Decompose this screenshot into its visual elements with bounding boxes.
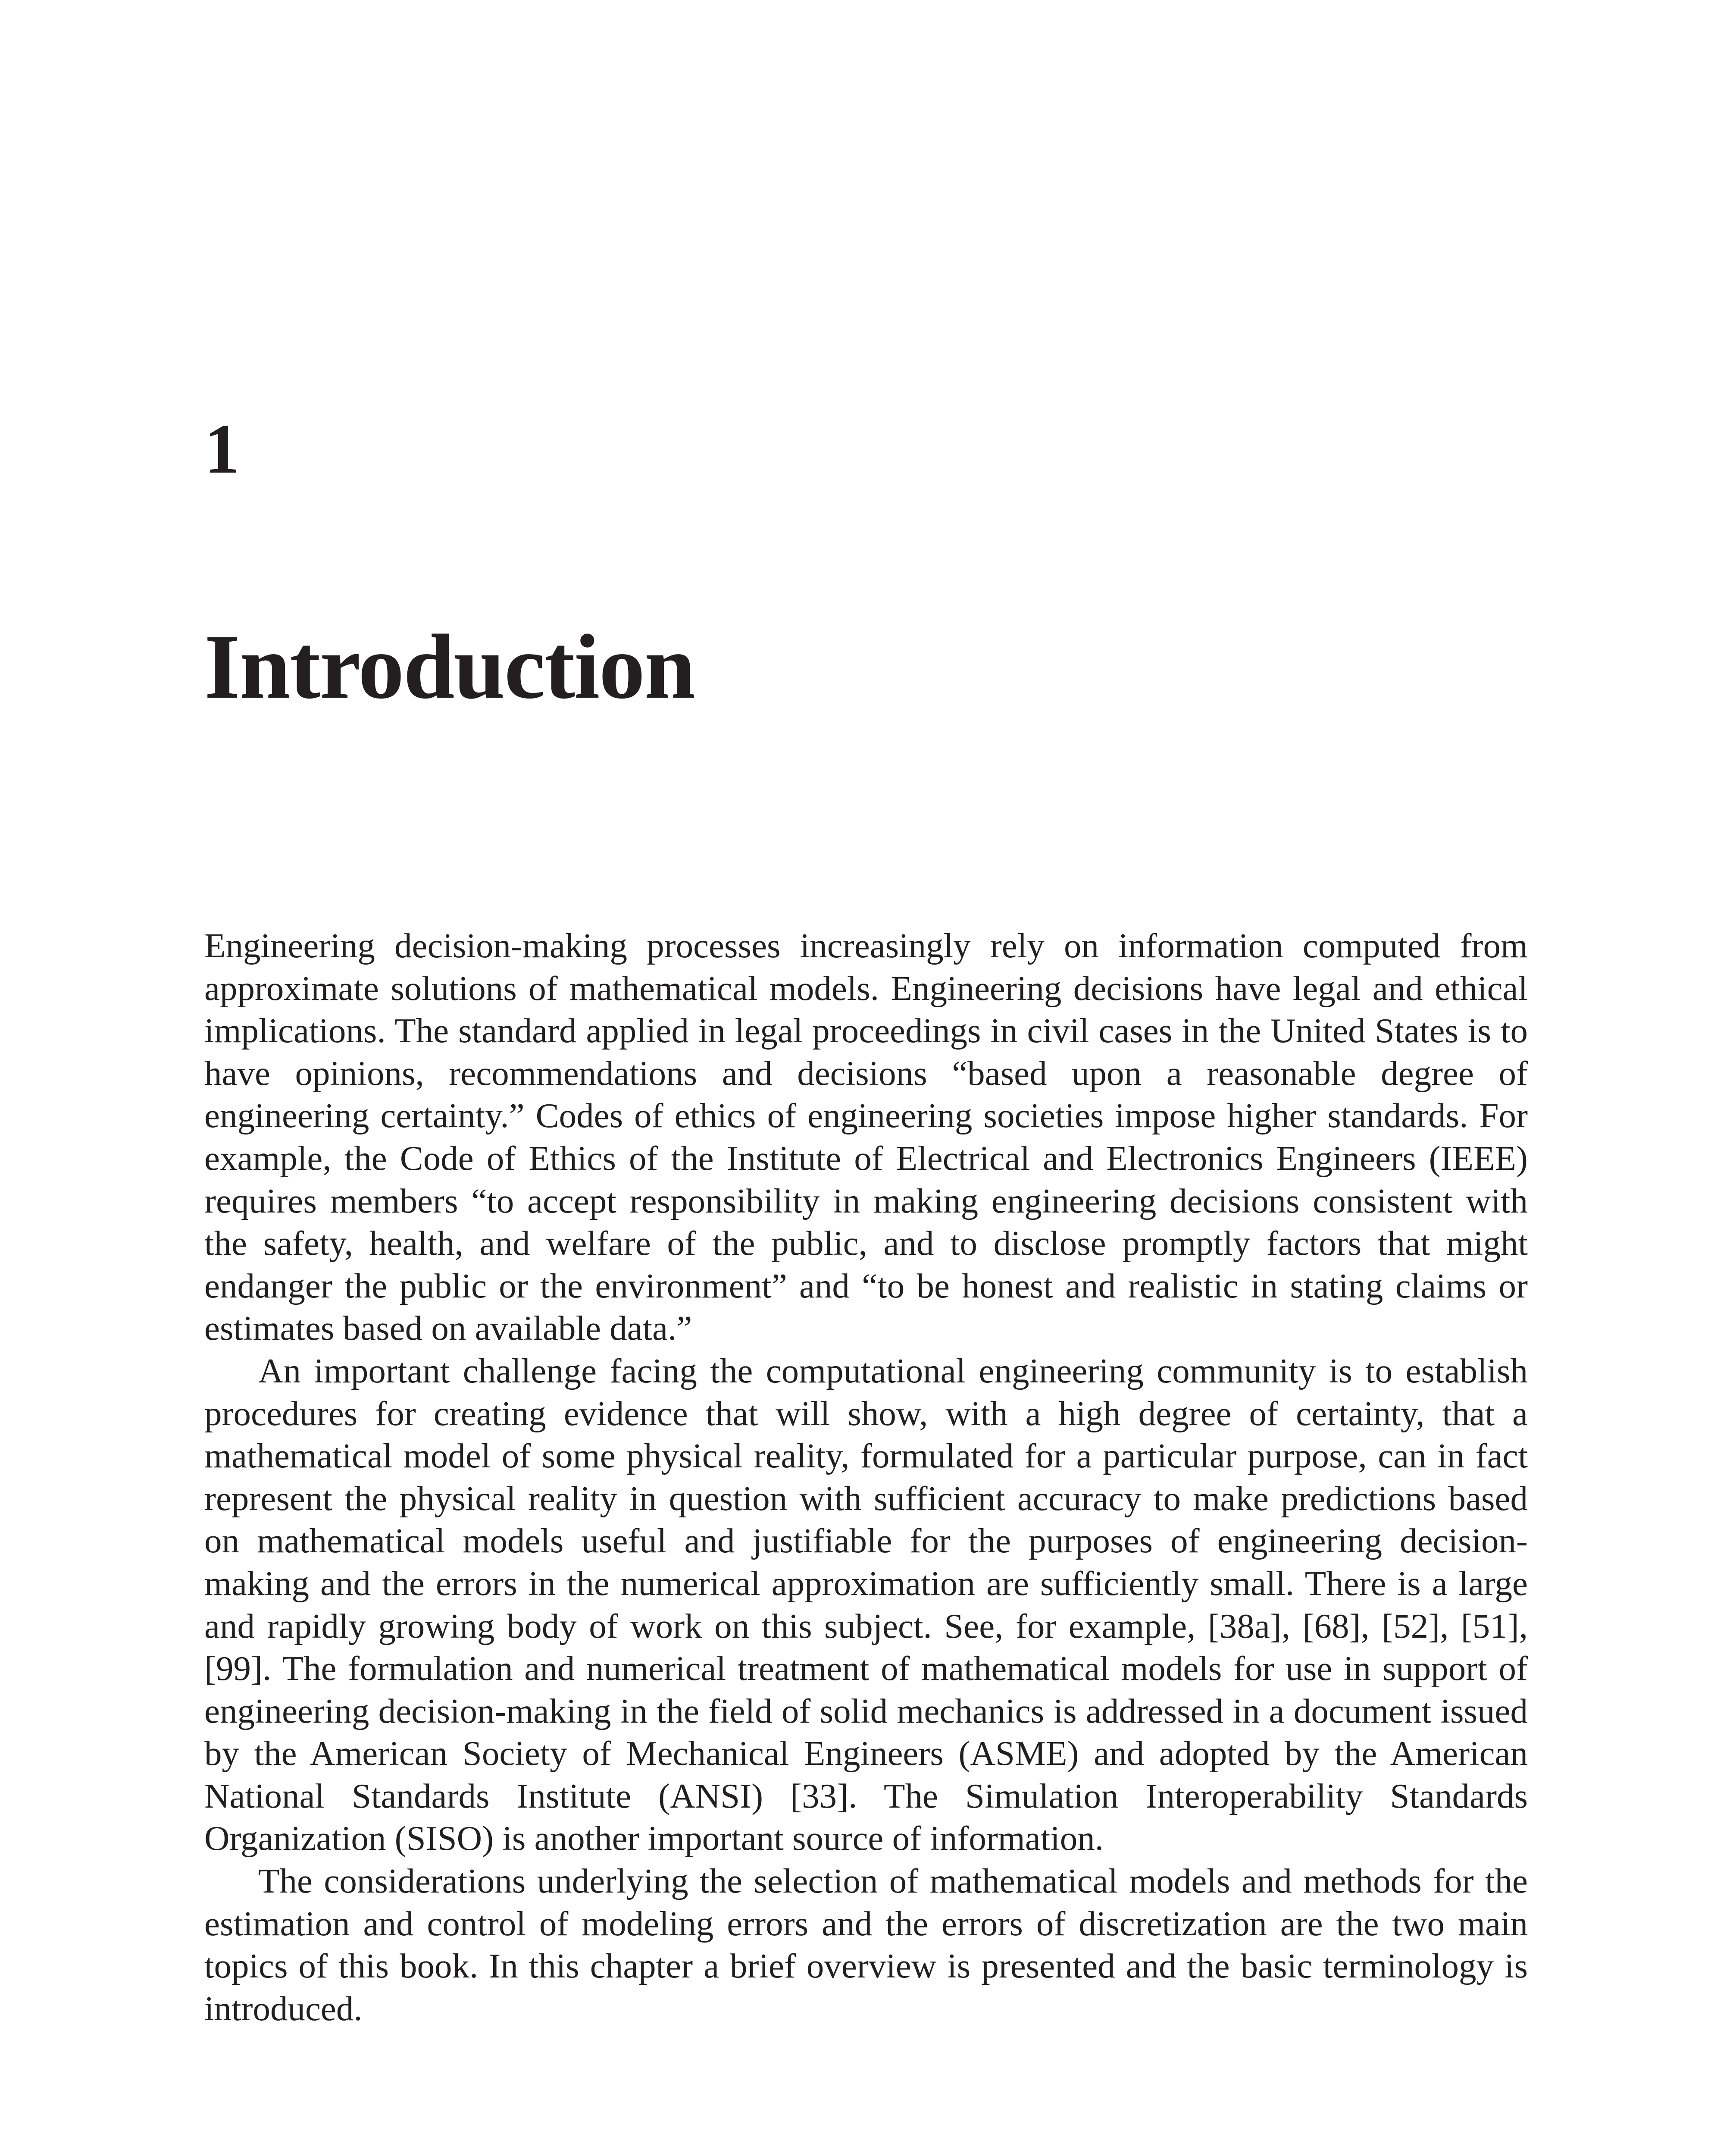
chapter-body	[204, 924, 1528, 2030]
paragraph-1: Engineering decision-making processes increasingly rely on information computed from approximate solutions of mathematical models. Engineering decisions have legal and ethical implications. The standard applied in legal proceedings in civil cases in the United States is to have opinions, recommendations and decisions “based upon a reasonable degree of engineering certainty.” Codes of ethics of engineering societies impose higher standards. For example, the Code of Ethics of the Institute of Electrical and Electronics Engineers (IEEE) requires members “to accept responsibility in making engineering decisions consistent with the safety, health, and welfare of the public, and to disclose promptly factors that might endanger the public or the environment” and “to be honest and realistic in stating claims or estimates based on available data.”	[204, 926, 1528, 1348]
chapter-title: Introduction	[204, 616, 695, 718]
paragraph-2: An important challenge facing the computational engineering community is to establish procedures for creating evidence that will show, with a high degree of certainty, that a mathematical model of some physical reality, formulated for a particular purpose, can in fact represent the physical reality in question with sufficient accuracy to make predictions based on mathematical models useful and justifiable for the purposes of engineering decision-making and the errors in the numerical approximation are sufficiently small. There is a large and rapidly growing body of work on this subject. See, for example, [38a], [68], [52], [51], [99]. The formulation and numerical treatment of mathematical models for use in support of engineering decision-making in the field of solid mechanics is addressed in a document issued by the American Society of Mechanical Engineers (ASME) and adopted by the American National Standards Institute (ANSI) [33]. The Simulation Interoperability Standards Organization (SISO) is another important source of information.	[204, 1351, 1528, 1858]
chapter-number: 1	[204, 410, 240, 488]
paragraph-3: The considerations underlying the selection of mathematical models and methods for the estimation and control of modeling errors and the errors of discretization are the two main topics of this book. In this chapter a brief overview is presented and the basic terminology is introduced.	[204, 1861, 1528, 2028]
